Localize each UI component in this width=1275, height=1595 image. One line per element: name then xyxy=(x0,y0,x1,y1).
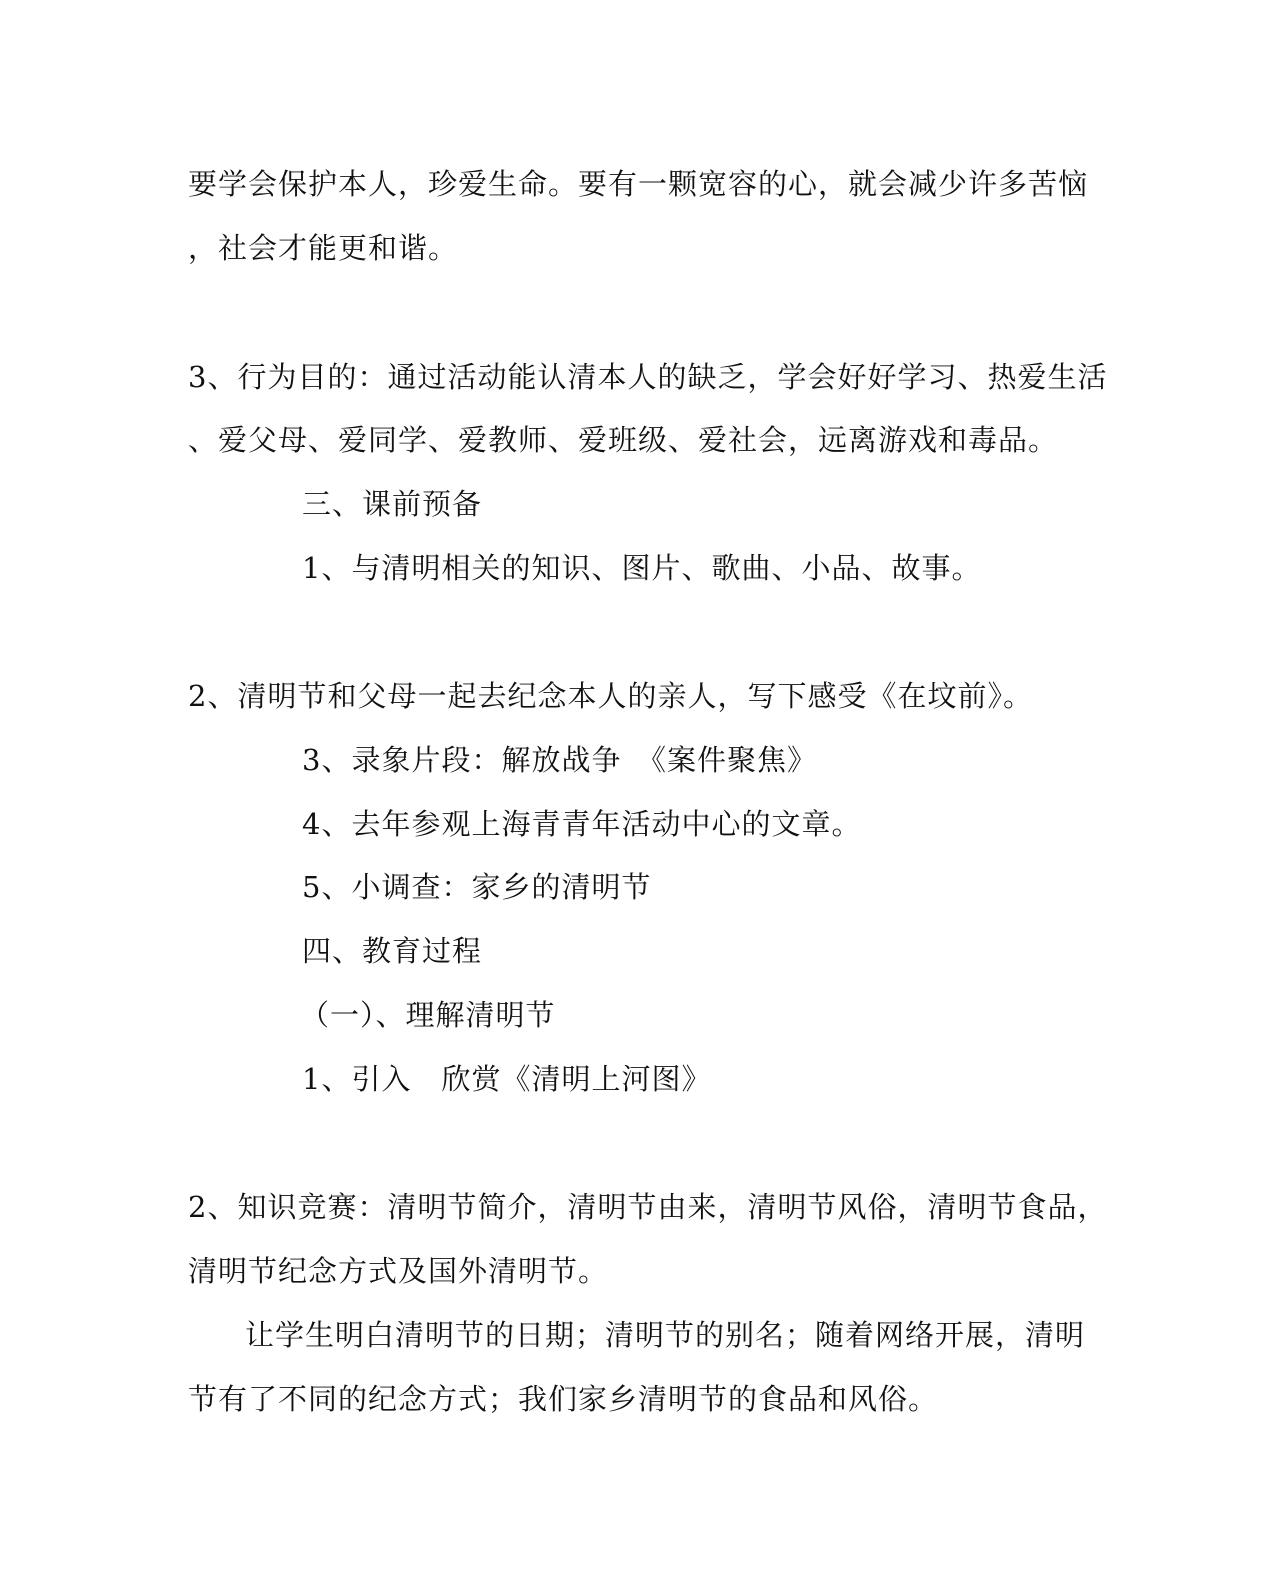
text-line: 1、引入 欣赏《清明上河图》 xyxy=(302,1062,712,1096)
text-line: 要学会保护本人，珍爱生命。要有一颗宽容的心，就会减少许多苦恼 xyxy=(188,167,1089,201)
section-heading: 四、教育过程 xyxy=(302,934,483,968)
text-line: 清明节纪念方式及国外清明节。 xyxy=(188,1254,609,1288)
subsection-heading: （一）、理解清明节 xyxy=(300,998,556,1032)
text-line: 3、录象片段：解放战争 《案件聚焦》 xyxy=(302,743,817,777)
text-line: 2、知识竞赛：清明节简介，清明节由来，清明节风俗，清明节食品， xyxy=(188,1190,1108,1224)
text-line: 3、行为目的：通过活动能认清本人的缺乏，学会好好学习、热爱生活 xyxy=(188,360,1108,394)
text-line: 、爱父母、爱同学、爱教师、爱班级、爱社会，远离游戏和毒品。 xyxy=(188,423,1059,457)
text-line: 4、去年参观上海青青年活动中心的文章。 xyxy=(302,807,862,841)
text-line: ，社会才能更和谐。 xyxy=(188,231,459,265)
section-heading: 三、课前预备 xyxy=(302,487,483,521)
text-line: 5、小调查：家乡的清明节 xyxy=(302,870,652,904)
text-line: 节有了不同的纪念方式；我们家乡清明节的食品和风俗。 xyxy=(188,1382,939,1416)
text-line: 2、清明节和父母一起去纪念本人的亲人，写下感受《在坟前》。 xyxy=(188,679,1033,713)
text-line: 让学生明白清明节的日期；清明节的别名；随着网络开展，清明 xyxy=(245,1318,1086,1352)
text-line: 1、与清明相关的知识、图片、歌曲、小品、故事。 xyxy=(302,551,982,585)
